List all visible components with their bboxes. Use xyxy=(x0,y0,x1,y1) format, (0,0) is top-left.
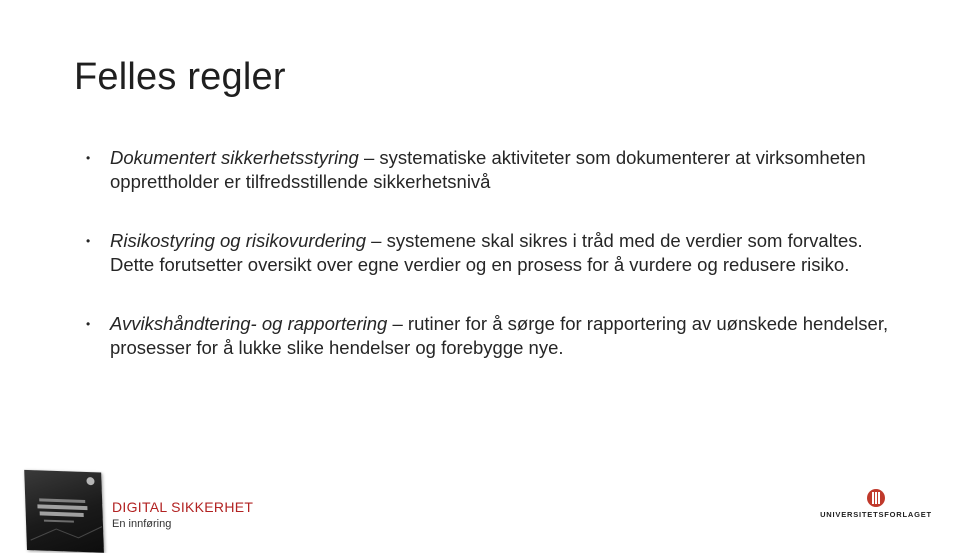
bullet-separator: – xyxy=(366,230,387,251)
book-cover-image xyxy=(24,470,104,553)
bullet-marker: • xyxy=(86,234,91,248)
bullet-item-deviation xyxy=(80,312,900,360)
bullet-item-risk xyxy=(80,229,900,277)
slide-title: Felles regler xyxy=(74,56,286,98)
publisher-logo xyxy=(812,488,940,520)
bullet-item-documentation xyxy=(80,146,900,194)
book-subtitle: En innføring xyxy=(112,518,172,530)
bullet-marker: • xyxy=(86,151,91,165)
book-title: DIGITAL SIKKERHET xyxy=(112,499,254,515)
bullet-text: rutiner for å sørge for rapportering av uønskede hendelser, prosesser for å lukke slike hendelser og forebygge nye. xyxy=(110,313,889,358)
publisher-emblem-icon xyxy=(866,488,886,508)
bullet-term: Avvikshåndtering- og rapportering xyxy=(110,313,388,334)
bullet-term: Risikostyring og risikovurdering xyxy=(110,230,367,251)
bullet-text: systemene skal sikres i tråd med de verdier som forvaltes. Dette forutsetter oversikt over egne verdier og en prosess for å vurdere og redusere risiko. xyxy=(110,230,863,275)
book-cover-art xyxy=(24,470,104,553)
publisher-name: UNIVERSITETSFORLAGET xyxy=(820,510,932,519)
bullet-marker: • xyxy=(86,317,91,331)
bullet-text: systematiske aktiviteter som dokumenterer at virksomheten opprettholder er tilfredsstillende sikkerhetsnivå xyxy=(110,147,866,192)
bullet-list xyxy=(80,146,900,360)
bullet-term: Dokumentert sikkerhetsstyring xyxy=(110,147,359,168)
bullet-separator: – xyxy=(387,313,408,334)
book-title-block xyxy=(112,499,253,531)
bullet-separator: – xyxy=(358,147,380,168)
